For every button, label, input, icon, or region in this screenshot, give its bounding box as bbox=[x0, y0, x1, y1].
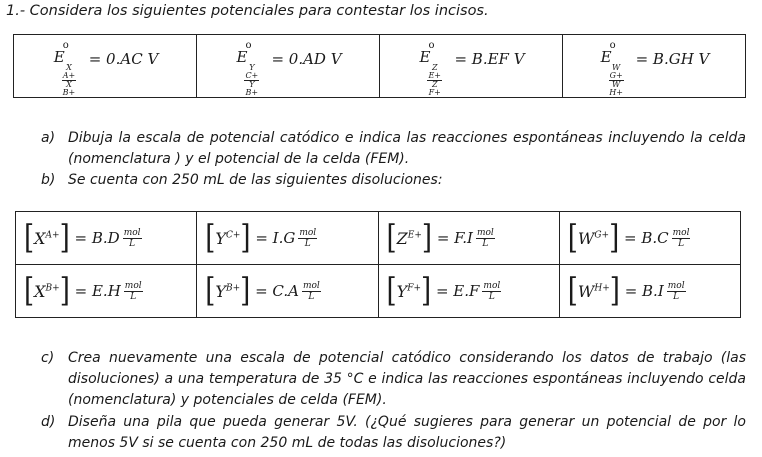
unit-fraction: mol L bbox=[483, 280, 501, 302]
concentration-value: = E.H bbox=[74, 282, 121, 300]
concentration-cell: [ $W^{G+}$ ] = B.C mol L bbox=[559, 212, 740, 265]
unit-fraction: mol L bbox=[672, 227, 690, 249]
unit-fraction: mol L bbox=[299, 227, 317, 249]
potential-value: = B.EF V bbox=[454, 50, 525, 68]
potential-cell-w: E o $\frac{\text{W G+}}{\text{W H+}}$ = B.GH V bbox=[563, 35, 746, 98]
concentration-value: = F.I bbox=[436, 229, 473, 247]
question-a-text: Dibuja la escala de potencial catódico e indica las reacciones espontáneas incluyendo la celda (nomenclatura ) y el potencial de la celda (FEM). bbox=[68, 130, 746, 167]
concentration-row bbox=[16, 265, 741, 318]
concentration-row bbox=[16, 212, 741, 265]
concentration-cell: [ $Y^{F+}$ ] = E.F mol L bbox=[378, 265, 559, 318]
concentrations-table bbox=[15, 211, 741, 318]
concentration-cell: [ $X^{B+}$ ] = E.H mol L bbox=[16, 265, 197, 318]
unit-fraction: mol L bbox=[667, 280, 685, 302]
potential-cell-z: E o $\frac{\text{Z E+}}{\text{Z F+}}$ = B.EF V bbox=[380, 35, 563, 98]
question-d bbox=[41, 412, 746, 454]
half-reaction-reduced: W H+ bbox=[609, 80, 623, 97]
potentials-table bbox=[13, 34, 746, 98]
question-b bbox=[41, 170, 746, 191]
unit-fraction: mol L bbox=[302, 280, 320, 302]
unit-fraction: mol L bbox=[123, 227, 141, 249]
concentration-value: = B.D bbox=[74, 229, 120, 247]
potential-cell-y: E o $\frac{\text{Y C+}}{\text{Y B+}}$ = 0.AD V bbox=[197, 35, 380, 98]
concentration-value: = C.A bbox=[255, 282, 299, 300]
question-a-label: a) bbox=[41, 130, 56, 146]
concentration-value: = B.C bbox=[624, 229, 669, 247]
question-b-label: b) bbox=[41, 172, 56, 188]
half-reaction-oxidized: W G+ bbox=[609, 63, 623, 80]
potential-value: = B.GH V bbox=[635, 50, 710, 68]
concentration-value: = E.F bbox=[435, 282, 480, 300]
question-a bbox=[41, 128, 746, 170]
half-reaction-reduced: Y B+ bbox=[245, 80, 259, 97]
half-reaction-oxidized: Y C+ bbox=[245, 63, 259, 80]
concentration-cell: [ $X^{A+}$ ] = B.D mol L bbox=[16, 212, 197, 265]
concentration-value: = I.G bbox=[255, 229, 296, 247]
question-c bbox=[41, 348, 746, 411]
potential-value: = 0.AC V bbox=[88, 50, 159, 68]
potential-value: = 0.AD V bbox=[271, 50, 342, 68]
half-reaction-reduced: Z F+ bbox=[428, 80, 441, 97]
question-d-text: Diseña una pila que pueda generar 5V. (¿Qué sugieres para generar un potencial de por lo menos 5V si se cuenta con 250 mL de todas las disoluciones?) bbox=[68, 414, 746, 451]
half-reaction-reduced: X B+ bbox=[62, 80, 76, 97]
concentration-cell: [ $Y^{C+}$ ] = I.G mol L bbox=[197, 212, 378, 265]
concentration-value: = B.I bbox=[624, 282, 664, 300]
unit-fraction: mol L bbox=[124, 280, 142, 302]
potential-cell-x: E o $\frac{\text{X A+}}{\text{X B+}}$ = 0.AC V bbox=[14, 35, 197, 98]
question-c-label: c) bbox=[41, 350, 55, 366]
concentration-cell: [ $Z^{E+}$ ] = F.I mol L bbox=[378, 212, 559, 265]
half-reaction-oxidized: Z E+ bbox=[428, 63, 441, 80]
question-c-text: Crea nuevamente una escala de potencial catódico considerando los datos de trabajo (las disoluciones) a una temperatura de 35 °C e indica las reacciones espontáneas incluyendo celda (nomenclatura) y potenciales de celda (FEM). bbox=[68, 350, 746, 408]
question-b-text: Se cuenta con 250 mL de las siguientes disoluciones: bbox=[68, 172, 443, 188]
question-d-label: d) bbox=[41, 414, 56, 430]
exercise-title: 1.- Considera los siguientes potenciales para contestar los incisos. bbox=[6, 3, 489, 19]
unit-fraction: mol L bbox=[476, 227, 494, 249]
concentration-cell: [ $W^{H+}$ ] = B.I mol L bbox=[559, 265, 740, 318]
concentration-cell: [ $Y^{B+}$ ] = C.A mol L bbox=[197, 265, 378, 318]
half-reaction-oxidized: X A+ bbox=[62, 63, 76, 80]
